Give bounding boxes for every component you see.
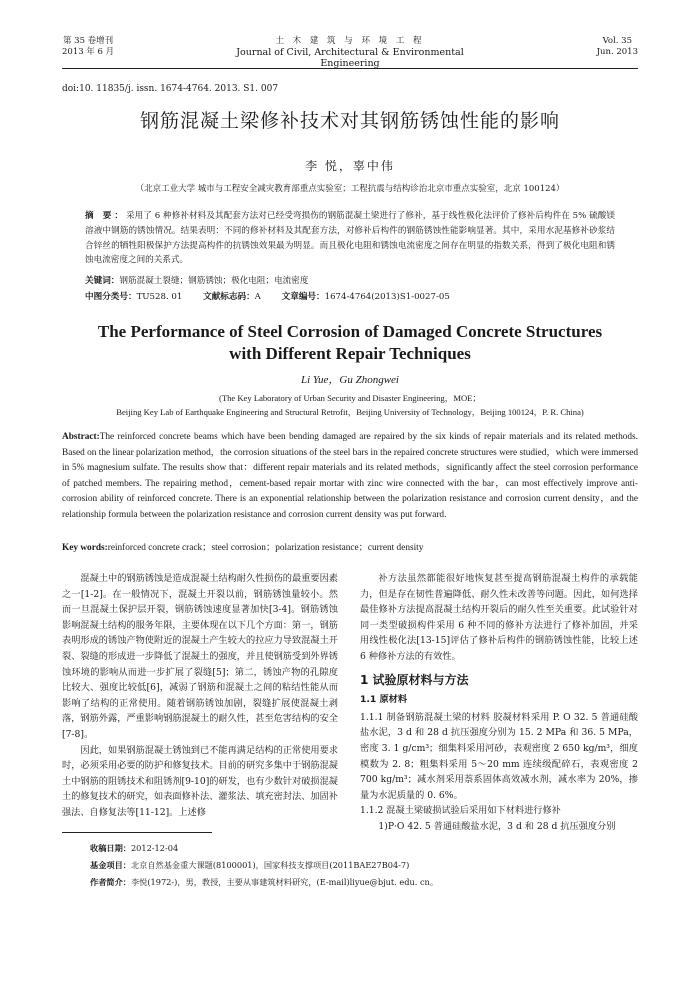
header-date-en: Jun. 2013: [596, 47, 638, 57]
body-paragraph: 1.1.2 混凝土梁破损试验后采用如下材料进行修补: [360, 805, 561, 817]
body-paragraph: 补方法虽然都能很好地恢复甚至提高钢筋混凝土构件的承载能力，但是存在韧性普遍降低、耐久性未改善等问题。因此，如何选择最佳修补方法提高混凝土结构开裂后的耐久性至关重要。此试验针对同一类型破损构件采用 6 种不同的修补方法进行了修补加固，并采用线性极化法[13-15]评估了修补后构件的钢筋锈蚀性能，比较上述 6 种修补方法的有效性。: [360, 573, 638, 662]
body-column-right: [360, 571, 638, 835]
header-vol-en: Vol. 35: [602, 36, 632, 46]
body-paragraph: 1.1.1 制备钢筋混凝土梁的材料 胶凝材料采用 P. O 32. 5 普通硅酸盐水泥，3 d 和 28 d 抗压强度分别为 15. 2 MPa 和 36. 5 MPa，密度 3. 1 g/cm³；细集料采用河砂，表观密度 2 650 kg/m³，细度模数为 2. 8；粗集料采用 5～20 mm 连续级配碎石，表观密度 2 700 kg/m³；减水剂采用萘系固体高效减水剂，减水率为 20%，掺量为水泥质量的 0. 6%。: [360, 711, 638, 801]
keywords-en: [62, 539, 638, 553]
authors-cn: 李 悦，辜中伟: [305, 159, 395, 173]
keywords-cn-text: 钢筋混凝土裂缝；钢筋锈蚀；极化电阻；电流密度: [119, 276, 309, 286]
abstract-en-label: Abstract:: [62, 432, 100, 442]
footnote-rule: [62, 832, 212, 833]
footnote-fund: 基金项目：北京自然基金重大课题(8100001)，国家科技支撑项目(2011BAE27B04-7): [90, 860, 410, 870]
article-number: 文章编号：1674-4764(2013)S1-0027-05: [281, 292, 450, 302]
abstract-cn-text: 采用了 6 种修补材料及其配套方法对已经受弯损伤的钢筋混凝土梁进行了修补，基于线性极化法评价了修补后构件在 5% 硫酸镁溶液中钢筋的锈蚀情况。结果表明：不同的修补材料及其配套方法，对修补后构件的钢筋锈蚀性能影响显著。其中，采用水泥基修补砂浆结合锌丝的牺牲阳极保护方法提高构件的抗锈蚀效果最为明显。而且极化电阻和锈蚀电流密度之间存在明显的指数关系，得到了极化电阻和锈蚀电流密度之间的关系式。: [85, 211, 616, 266]
keywords-cn-label: 关键词：: [85, 276, 120, 286]
journal-name-en: Journal of Civil, Architectural & Environmental Engineering: [236, 47, 464, 69]
abstract-cn-label: 摘 要：: [85, 211, 127, 221]
keywords-cn: [85, 274, 308, 286]
header-volume: 第 35 卷增刊: [62, 36, 114, 46]
footnote-author: 作者简介：李悦(1972-)，男，教授，主要从事建筑材料研究，(E-mail)liyue@bjut. edu. cn。: [90, 877, 439, 887]
header-left: [62, 36, 114, 58]
keywords-en-text: reinforced concrete crack；steel corrosion；polarization resistance；current density: [107, 543, 424, 553]
subsection-heading: 1.1 原材料: [360, 694, 408, 706]
keywords-en-label: Key words:: [62, 543, 108, 553]
running-header: [62, 36, 638, 69]
abstract-en-text: The reinforced concrete beams which have been bending damaged are repaired by the six kinds of repair materials and its related methods. Based on the linear polarization method，the corrosion situations of the steel bars in the repaired concrete structures were studied，which were immersed in 5% magnesium sulfate. The results show that：different repair materials and its related methods，significantly affect the steel corrosion performance of patched members. The repairing method，cement-based repair mortar with zinc wire connected with the bar，can most effectively improve anti-corrosion ability of reinforced concrete. There is an exponential relationship between the polarization resistance and corrosion current density，and the relationship formula between the polarization resistance and corrosion current density was put forward.: [62, 432, 638, 520]
header-journal: [212, 36, 488, 69]
body-column-left: [62, 571, 338, 821]
body-paragraph: 因此，如果钢筋混凝土锈蚀到已不能再满足结构的正常使用要求时，必须采用必要的防护和修复技术。目前的研究多集中于钢筋混凝土中钢筋的阻锈技术和阻锈剂[9-10]的研发，也有少数针对破损混凝土的修复技术的研究，如表面修补法、灌浆法、填充密封法、加固补强法、自修复法等[11-12]。上述修: [62, 744, 338, 818]
footnote-received: 收稿日期：2012-12-04: [90, 843, 179, 853]
body-paragraph: 混凝土中的钢筋锈蚀是造成混凝土结构耐久性损伤的最重要因素之一[1-2]。在一般情况下，混凝土开裂以前，钢筋锈蚀量较小。然而一旦混凝土保护层开裂，钢筋锈蚀速度显著加快[3-4]。钢筋锈蚀影响混凝土结构的服务年限，主要体现在以下几个方面：第一，钢筋表明形成的锈蚀产物使附近的混凝土产生较大的拉应力导致混凝土开裂、裂缝的形成进一步降低了混凝土的强度，并且使钢筋受到外界锈蚀环境的影响从而进一步扩展了裂缝[5]；第二，锈蚀产物的孔隙度比较大、强度比较低[6]，减弱了钢筋和混凝土之间的粘结性能从而影响了结构的正常使用。随着钢筋锈蚀加剧，裂缝扩展使混凝土剥落，钢筋外露，严重影响钢筋混凝土的耐久性，甚至危害结构的安全[7-8]。: [62, 573, 338, 740]
affiliation-en-line2: Beijing Key Lab of Earthquake Engineering and Structural Retrofit，Beijing University of Technology，Beijing 100124，P. R. China): [116, 407, 584, 417]
affiliation-cn: （北京工业大学 城市与工程安全减灾教育部重点实验室；工程抗震与结构诊治北京市重点实验室，北京 100124）: [135, 184, 565, 194]
body-paragraph: 1)P·O 42. 5 普通硅酸盐水泥，3 d 和 28 d 抗压强度分别: [378, 820, 616, 832]
doi: doi:10. 11835/j. issn. 1674-4764. 2013. S1. 007: [62, 84, 279, 94]
clc-number: 中图分类号：TU528. 01: [85, 292, 183, 302]
authors-en: Li Yue，Gu Zhongwei: [300, 374, 399, 386]
classification-line: [85, 290, 468, 302]
journal-name-cn: 土 木 建 筑 与 环 境 工 程: [275, 36, 425, 46]
header-right: [597, 36, 638, 58]
abstract-cn: [85, 209, 615, 268]
section-heading: 1 试验原材料与方法: [360, 672, 469, 687]
affiliation-en: [0, 391, 700, 419]
affiliation-en-line1: (The Key Laboratory of Urban Security and Disaster Engineering，MOE；: [218, 393, 482, 403]
title-en-line2: with Different Repair Techniques: [229, 344, 471, 363]
abstract-en: [62, 430, 638, 524]
document-code: 文献标志码：A: [203, 292, 261, 302]
title-cn: 钢筋混凝土梁修补技术对其钢筋锈蚀性能的影响: [139, 110, 560, 132]
title-en: [0, 321, 700, 365]
title-en-line1: The Performance of Steel Corrosion of Damaged Concrete Structures: [97, 322, 603, 341]
header-date: 2013 年 6 月: [62, 47, 115, 57]
footnotes: [90, 840, 438, 891]
